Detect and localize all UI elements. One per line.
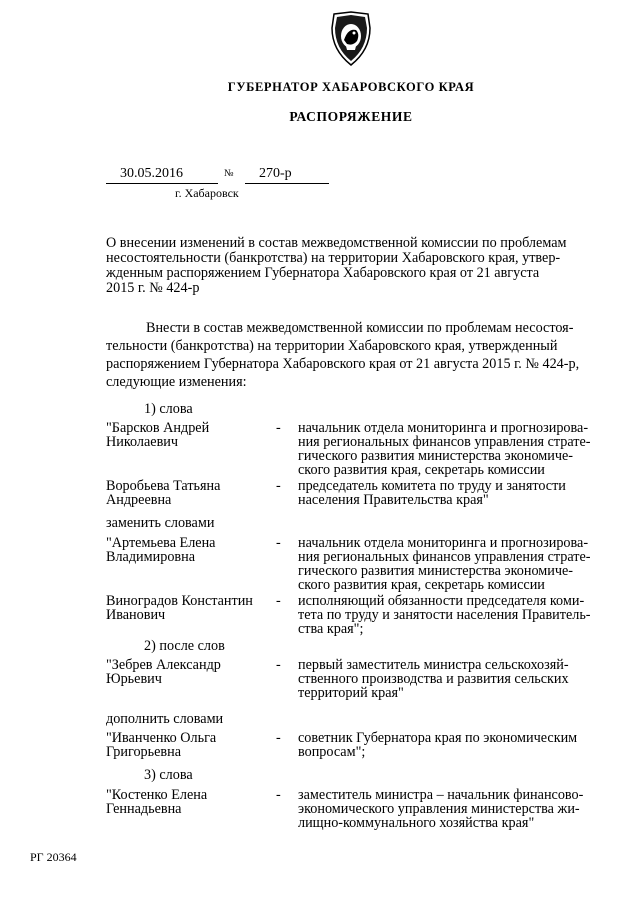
text-line: территорий края": [298, 685, 404, 701]
intro-line: следующие изменения:: [106, 374, 247, 390]
text-line: Воробьева Татьяна: [106, 478, 221, 494]
subject-line: 2015 г. № 424-р: [106, 280, 200, 296]
text-line: Владимировна: [106, 549, 195, 565]
member-position: [298, 479, 610, 507]
text-line: гического развития министерства экономиче-: [298, 448, 574, 464]
issuer-title: ГУБЕРНАТОР ХАБАРОВСКОГО КРАЯ: [227, 80, 475, 94]
text-line: Геннадьевна: [106, 801, 182, 817]
text-line: тета по труду и занятости населения Правитель-: [298, 607, 591, 623]
text-line: первый заместитель министра сельскохозяй-: [298, 657, 569, 673]
member-name: [106, 479, 281, 507]
intro-line: распоряжением Губернатора Хабаровского края от 21 августа 2015 г. № 424-р,: [106, 356, 580, 372]
text-line: лищно-коммунального хозяйства края": [298, 815, 535, 831]
text-line: Иванович: [106, 607, 166, 623]
member-position: [298, 594, 610, 636]
text-line: Григорьевна: [106, 744, 182, 760]
entry-dash: -: [276, 593, 281, 609]
section-append-label: дополнить словами: [106, 711, 224, 727]
subject-line: жденным распоряжением Губернатора Хабаровского края от 21 августа: [106, 265, 540, 281]
document-number: 270-р: [259, 166, 292, 181]
document-kind: РАСПОРЯЖЕНИЕ: [289, 109, 413, 124]
intro-paragraph: [106, 319, 610, 391]
text-line: "Костенко Елена: [106, 787, 208, 803]
section-3-label: 3) слова: [144, 767, 193, 783]
intro-line: тельности (банкротства) на территории Хабаровского края, утвержденный: [106, 338, 558, 354]
intro-line: Внести в состав межведомственной комиссии по проблемам несостоя-: [146, 320, 574, 336]
date-underline: [106, 183, 218, 184]
text-line: "Артемьева Елена: [106, 535, 216, 551]
member-name: [106, 421, 281, 449]
text-line: Николаевич: [106, 434, 179, 450]
document-date: 30.05.2016: [120, 166, 183, 181]
text-line: Виноградов Константин: [106, 593, 253, 609]
text-line: ственного производства и развития сельских: [298, 671, 569, 687]
entry-dash: -: [276, 787, 281, 803]
text-line: "Иванченко Ольга: [106, 730, 217, 746]
entry-dash: -: [276, 657, 281, 673]
document-code: РГ 20364: [30, 850, 77, 864]
text-line: начальник отдела мониторинга и прогнозирова-: [298, 535, 589, 551]
entry-dash: -: [276, 730, 281, 746]
text-line: советник Губернатора края по экономическим: [298, 730, 578, 746]
member-name: [106, 731, 281, 759]
member-name: [106, 536, 281, 564]
text-line: исполняющий обязанности председателя коми-: [298, 593, 585, 609]
issue-city: г. Хабаровск: [175, 186, 239, 200]
text-line: Юрьевич: [106, 671, 162, 687]
member-name: [106, 658, 281, 686]
section-2-label: 2) после слов: [144, 638, 225, 654]
member-position: [298, 731, 610, 759]
text-line: "Зебрев Александр: [106, 657, 221, 673]
text-line: Андреевна: [106, 492, 172, 508]
document-subject: [106, 236, 606, 296]
coat-of-arms-icon: [326, 10, 376, 68]
text-line: начальник отдела мониторинга и прогнозирова-: [298, 420, 589, 436]
text-line: ния региональных финансов управления страте-: [298, 434, 591, 450]
text-line: ства края";: [298, 621, 364, 637]
entry-dash: -: [276, 420, 281, 436]
subject-line: несостоятельности (банкротства) на территории Хабаровского края, утвер-: [106, 250, 561, 266]
member-position: [298, 536, 610, 592]
text-line: ния региональных финансов управления страте-: [298, 549, 591, 565]
number-underline: [245, 183, 329, 184]
member-position: [298, 788, 610, 830]
member-name: [106, 594, 281, 622]
number-sign: №: [224, 168, 234, 179]
text-line: гического развития министерства экономиче-: [298, 563, 574, 579]
section-replace-label: заменить словами: [106, 515, 215, 531]
section-1-label: 1) слова: [144, 401, 193, 417]
member-position: [298, 421, 610, 477]
subject-line: О внесении изменений в состав межведомственной комиссии по проблемам: [106, 235, 567, 251]
entry-dash: -: [276, 535, 281, 551]
member-name: [106, 788, 281, 816]
text-line: заместитель министра – начальник финансово-: [298, 787, 584, 803]
text-line: населения Правительства края": [298, 492, 489, 508]
text-line: ского развития края, секретарь комиссии: [298, 462, 545, 478]
text-line: вопросам";: [298, 744, 366, 760]
text-line: экономического управления министерства жи-: [298, 801, 580, 817]
text-line: председатель комитета по труду и занятости: [298, 478, 566, 494]
entry-dash: -: [276, 478, 281, 494]
text-line: ского развития края, секретарь комиссии: [298, 577, 545, 593]
member-position: [298, 658, 610, 700]
text-line: "Барсков Андрей: [106, 420, 210, 436]
